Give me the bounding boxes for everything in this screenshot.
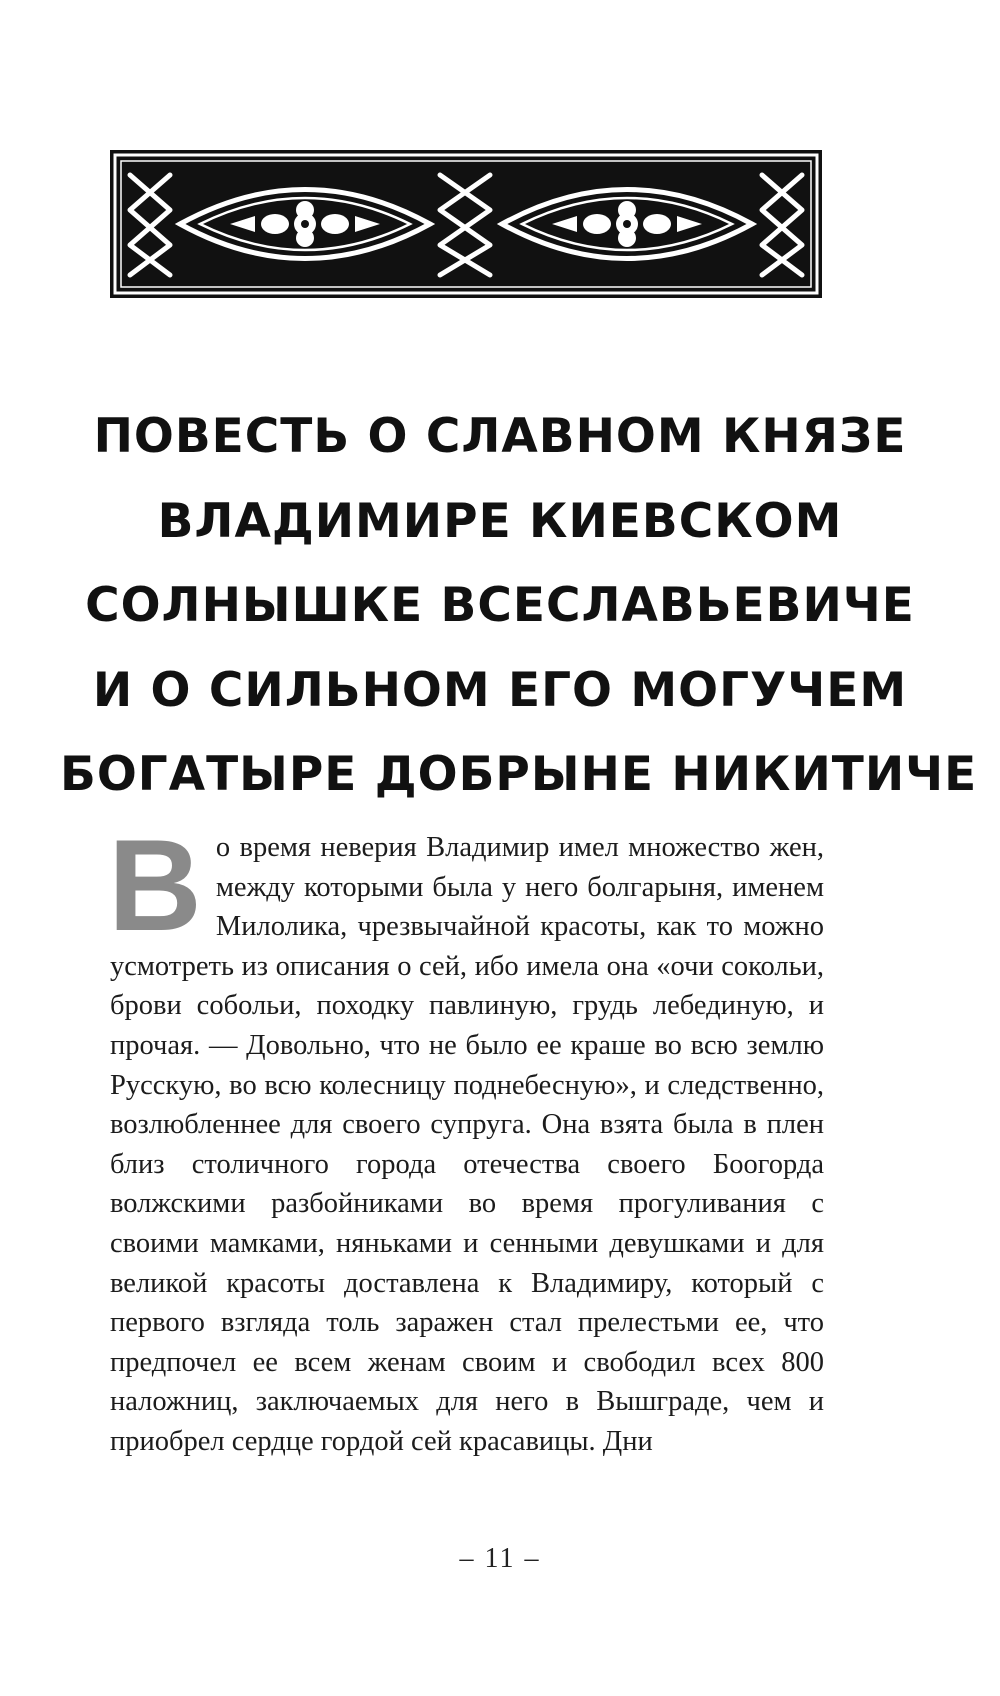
title-line: ВЛАДИМИРЕ КИЕВСКОМ (157, 493, 843, 549)
title-line: И О СИЛЬНОМ ЕГО МОГУЧЕМ (92, 662, 908, 718)
title-line: БОГАТЫРЕ ДОБРЫНЕ НИКИТИЧЕ (60, 747, 978, 802)
body-text: о время неверия Владимир имел множество жен, между которыми была у него болгарыня, именем Милолика, чрезвычайной красоты, как то можно усмотреть из описания о сей, ибо имела она «очи сокольи, брови собольи, походку павлиную, грудь лебединую, и прочая. — Довольно, что не было ее краше во всю землю Русскую, во всю колесницу поднебесную», и следственно, возлюбленнее для своего супруга. Она взята была в плен близ столичного города отечества своего Боогорда волжскими разбойниками во время прогуливания с своими мамками, няньками и сенными девушками и для великой красоты доставлена к Владимиру, который с первого взгляда толь заражен стал прелестьми ее, что предпочел ее всем женам своим и свободил всех 800 наложниц, заключаемых для него в Вышграде, чем и приобрел сердце гордой сей красавицы. Дни (110, 832, 824, 1457)
drop-cap: В (108, 812, 202, 958)
ornamental-banner (110, 150, 822, 298)
body-paragraph (108, 812, 824, 1462)
title-line: ПОВЕСТЬ О СЛАВНОМ КНЯЗЕ (93, 409, 907, 464)
story-title (60, 395, 978, 818)
title-line: СОЛНЫШКЕ ВСЕСЛАВЬЕВИЧЕ (85, 578, 915, 633)
page-number: – 11 – (459, 1543, 541, 1574)
celtic-knot-ornament-icon (110, 150, 822, 298)
